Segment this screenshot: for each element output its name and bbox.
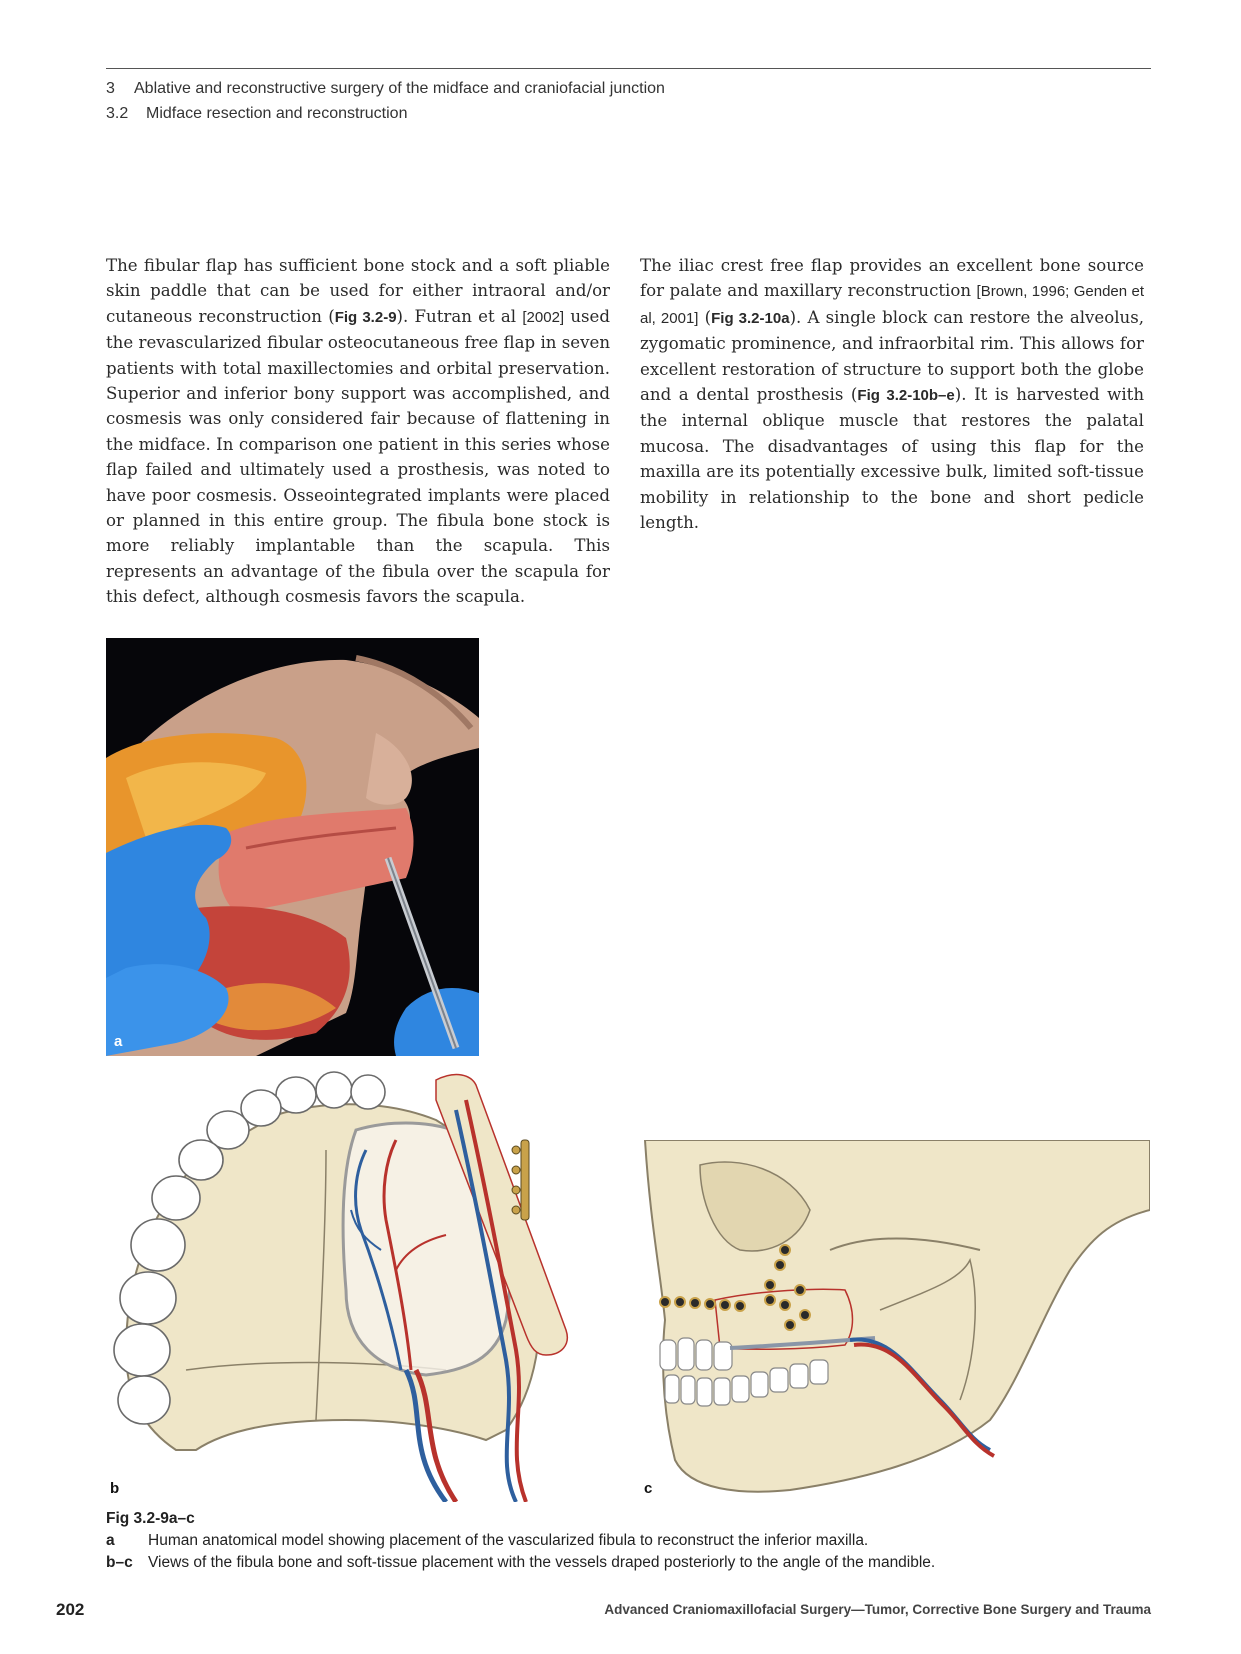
running-header-chapter: 3 Ablative and reconstructive surgery of the midface and craniofacial junction [106, 80, 665, 97]
header-rule [106, 68, 1151, 69]
figure-a-photo [106, 638, 479, 1056]
figure-c-label: c [644, 1480, 653, 1497]
body-text-right: The iliac crest free flap provides an excellent bone source for palate and maxillary reconstruction [Brown, 1996; Genden et al, 2001] (Fig 3.2-10a). A single block can restore the alveolus, zygomatic prominence, and infraorbital rim. This allows for excellent restoration of structure to support both the globe and a dental prosthesis (Fig 3.2-10b–e). It is harvested with the internal oblique muscle that restores the palatal mucosa. The disadvantages of using this flap for the maxilla are its potentially excessive bulk, limited soft-tissue mobility in relationship to the bone and short pedicle length. [640, 256, 1145, 533]
fig-reference[interactable]: Fig 3.2-9 [334, 308, 397, 326]
caption-row-a: a Human anatomical model showing placement of the vascularized fibula to reconstruct the inferior maxilla. [106, 1532, 869, 1549]
book-title: Advanced Craniomaxillofacial Surgery—Tumor, Corrective Bone Surgery and Trauma [604, 1602, 1151, 1617]
running-header-section: 3.2 Midface resection and reconstruction [106, 105, 408, 122]
page-number: 202 [56, 1600, 85, 1619]
figure-b-label: b [110, 1480, 120, 1497]
caption-title: Fig 3.2-9a–c [106, 1510, 195, 1527]
citation[interactable]: [Brown, 1996; Genden et al, 2001] [640, 283, 1144, 327]
skull-mandible-illustration [640, 1140, 1150, 1502]
caption-row-bc: b–c Views of the fibula bone and soft-tissue placement with the vessels draped posteriorly to the angle of the mandible. [106, 1554, 936, 1571]
surgical-photo-illustration [106, 638, 479, 1056]
figure-a-label: a [114, 1033, 123, 1050]
figure-b-illustration [106, 1070, 626, 1502]
fig-reference[interactable]: Fig 3.2-10a [711, 309, 790, 327]
citation[interactable]: [2002] [522, 308, 565, 326]
fixation-plate [512, 1140, 529, 1220]
figure-caption [106, 1510, 1156, 1574]
palate-fibula-illustration [106, 1070, 626, 1502]
fig-reference[interactable]: Fig 3.2-10b–e [857, 387, 955, 405]
body-text-left: The fibular flap has sufficient bone stock and a soft pliable skin paddle that can be used for either intraoral and/or cutaneous reconstruction (Fig 3.2-9). Futran et al [2002] used the revascularized fibular osteocutaneous free flap in seven patients with total maxillectomies and orbital preservation. Superior and inferior bony support was accomplished, and cosmesis was only considered fair because of flattening in the midface. In comparison one patient in this series whose flap failed and ultimately used a prosthesis, was noted to have poor cosmesis. Osseointegrated implants were placed or planned in this entire group. The fibula bone stock is more reliably implantable than the scapula. This represents an advantage of the fibula over the scapula for this defect, although cosmesis favors the scapula. [106, 256, 610, 607]
figure-c-illustration [640, 1140, 1150, 1502]
